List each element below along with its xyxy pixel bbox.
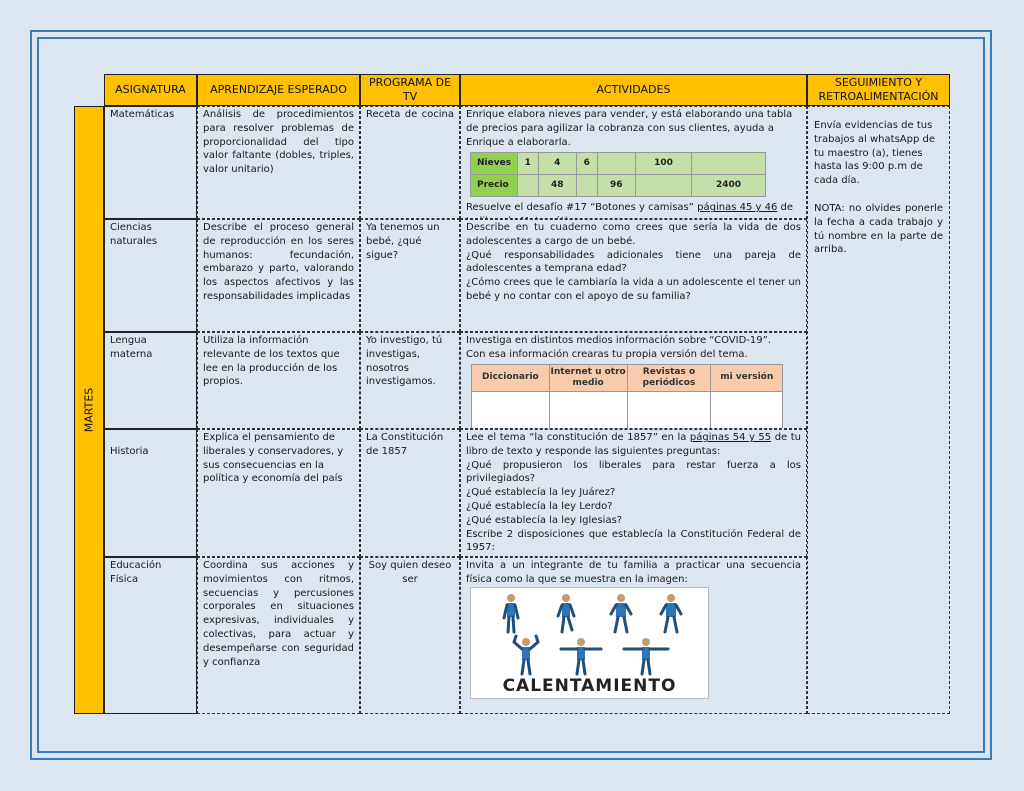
activity-historia-b: de tu libro de texto y responde las siguientes preguntas:: [466, 432, 801, 457]
header-actividades: ACTIVIDADES: [460, 74, 807, 106]
info-table-cell: [549, 391, 627, 429]
price-table: [470, 152, 766, 197]
figure-icon: [558, 594, 574, 632]
price-table-cell: 96: [597, 175, 635, 197]
activity-lengua: [460, 332, 807, 429]
price-table-cell: [635, 175, 691, 197]
info-table-cell: [711, 391, 783, 429]
header-aprendizaje: APRENDIZAJE ESPERADO: [197, 74, 360, 106]
program-historia: La Constitución de 1857: [360, 429, 460, 557]
activity-matematicas-outro-a: Resuelve el desafío #17 “Botones y camisas”: [466, 202, 698, 214]
subject-historia: Historia: [104, 429, 197, 557]
learning-matematicas: Análisis de procedimientos para resolver problemas de proporcionalidad del tipo valor faltante (dobles, triples, valor unitario): [197, 106, 360, 219]
info-table-header-row: [472, 364, 783, 391]
warmup-image: [470, 587, 709, 699]
price-table-cell: [692, 153, 766, 175]
day-label: MARTES: [82, 387, 96, 433]
learning-lengua: Utiliza la información relevante de los textos que lee en la producción de los propios.: [197, 332, 360, 429]
figure-icon: [661, 594, 681, 632]
activity-lengua-text: Investiga en distintos medios información sobre “COVID-19”. Con esa información crearas tu propia versión del tema.: [466, 335, 771, 360]
followup-note: NOTA: no olvides ponerle la fecha a cada trabajo y tú nombre en la parte de arriba.: [814, 202, 943, 256]
price-table-cell: [597, 153, 635, 175]
figure-icon: [514, 636, 538, 674]
header-asignatura: ASIGNATURA: [104, 74, 197, 106]
subject-educacion-fisica: Educación Física: [104, 557, 197, 714]
learning-ciencias: Describe el proceso general de reproducción en los seres humanos: fecundación, embarazo y parto, valorando los aspectos afectivos y las responsabilidades implicadas: [197, 219, 360, 332]
warmup-caption: CALENTAMIENTO: [502, 676, 677, 696]
activity-matematicas-intro: Enrique elabora nieves para vender, y está elaborando una tabla de precios para agilizar la cobranza con sus clientes, ayuda a Enrique a elaborarla.: [466, 109, 793, 148]
learning-educacion-fisica: Coordina sus acciones y movimientos con ritmos, secuencias y percusiones corporales en situaciones expresivas, individuales y colectivas, para actuar y desempeñarse con seguridad y confianza: [197, 557, 360, 714]
followup-column: [807, 106, 950, 714]
pages-link[interactable]: páginas 45 y 46: [697, 202, 778, 214]
activity-matematicas-outro: [466, 201, 801, 219]
activity-historia-a: Lee el tema “la constitución de 1857” en la: [466, 432, 690, 443]
subject-lengua: Lengua materna: [104, 332, 197, 429]
activity-educacion-fisica-text: Invita a un integrante de tu familia a practicar una secuencia física como la que se muestra en la imagen:: [466, 560, 801, 585]
price-table-cell: 4: [538, 153, 576, 175]
activity-historia-questions: ¿Qué propusieron los liberales para restar fuerza a los privilegiados? ¿Qué establecía la ley Juárez? ¿Qué establecía la ley Lerdo? ¿Qué establecía la ley Iglesias? Escribe 2 disposiciones que establecía la Constitución Federal de 1957:: [466, 459, 801, 554]
price-table-cell: [576, 175, 597, 197]
header-programa: PROGRAMA DE TV: [360, 74, 460, 106]
price-table-cell: 1: [518, 153, 539, 175]
figure-icon: [624, 638, 668, 674]
activity-historia-intro: [466, 431, 801, 459]
header-seguimiento: SEGUIMIENTO Y RETROALIMENTACIÓN: [807, 74, 950, 106]
day-column: [74, 106, 104, 714]
figure-icon: [611, 594, 631, 632]
info-table-body-row: [472, 391, 783, 429]
info-table: [471, 364, 783, 429]
price-table-cell: 100: [635, 153, 691, 175]
price-table-cell: 2400: [692, 175, 766, 197]
learning-historia: Explica el pensamiento de liberales y conservadores, y sus consecuencias en la política y economía del país: [197, 429, 360, 557]
price-table-row: [471, 175, 766, 197]
price-table-cell: 6: [576, 153, 597, 175]
info-table-header: Revistas o periódicos: [627, 364, 711, 391]
figure-icon: [504, 594, 518, 632]
info-table-header: mi versión: [711, 364, 783, 391]
price-table-label: Nieves: [471, 153, 518, 175]
info-table-header: Diccionario: [472, 364, 550, 391]
activity-matematicas: [460, 106, 807, 219]
price-table-cell: 48: [538, 175, 576, 197]
subject-ciencias: Ciencias naturales: [104, 219, 197, 332]
activity-historia: [460, 429, 807, 557]
info-table-cell: [472, 391, 550, 429]
program-ciencias: Ya tenemos un bebé, ¿qué sigue?: [360, 219, 460, 332]
price-table-label: Precio: [471, 175, 518, 197]
followup-evidence: Envía evidencias de tus trabajos al whatsApp de tu maestro (a), tienes hasta las 9:00 p.m de cada día.: [814, 120, 935, 187]
info-table-header: Internet u otro medio: [549, 364, 627, 391]
program-educacion-fisica: Soy quien deseo ser: [360, 557, 460, 714]
price-table-cell: [518, 175, 539, 197]
activity-matematicas-outro-b: de: [780, 202, 793, 214]
subject-matematicas: Matemáticas: [104, 106, 197, 219]
price-table-row: [471, 153, 766, 175]
program-matematicas: Receta de cocina: [360, 106, 460, 219]
info-table-cell: [627, 391, 711, 429]
figure-icon: [561, 638, 601, 674]
pages-link[interactable]: páginas 54 y 55: [689, 432, 772, 443]
program-lengua: Yo investigo, tú investigas, nosotros investigamos.: [360, 332, 460, 429]
activity-ciencias: Describe en tu cuaderno como crees que sería la vida de dos adolescentes a cargo de un bebé. ¿Qué responsabilidades adicionales tiene una pareja de adolescentes a temprana edad? ¿Cómo crees que le cambiaría la vida a un adolescente el tener un bebé y no contar con el apoyo de su familia?: [460, 219, 807, 332]
